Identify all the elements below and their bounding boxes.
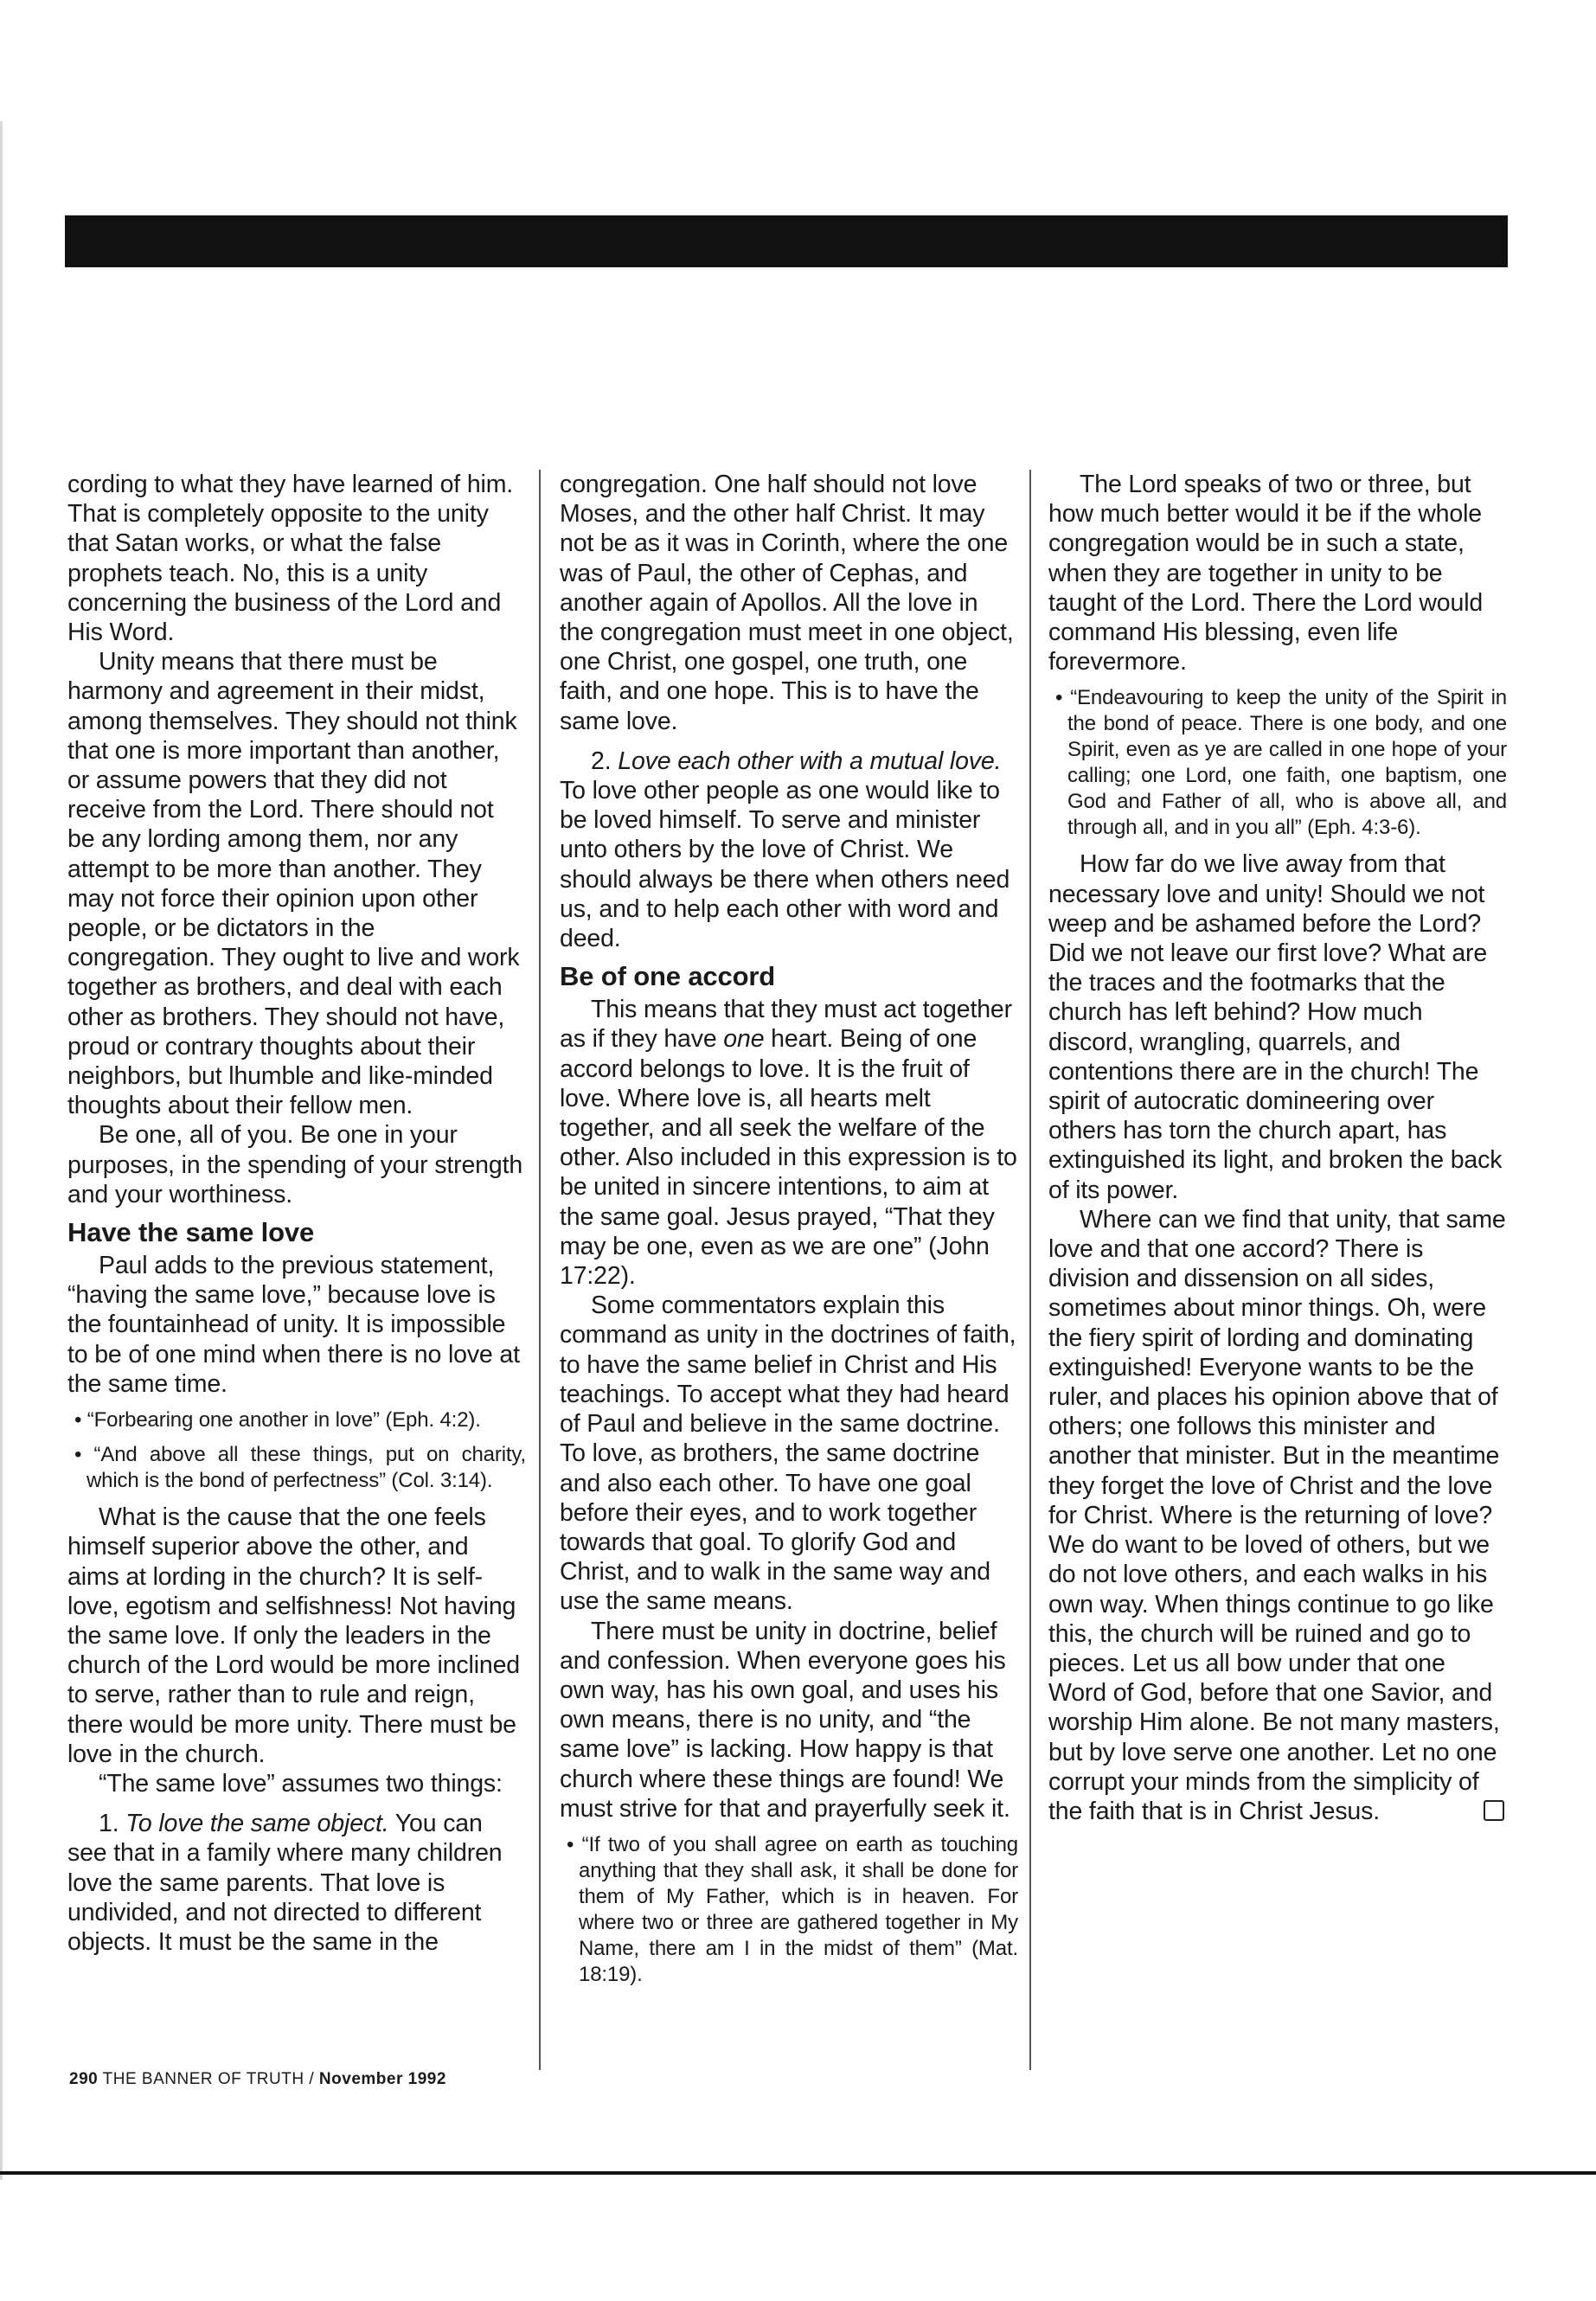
bottom-rule: [0, 2171, 1596, 2175]
paragraph-text: To love other people as one would like to be loved himself. To serve and minister unto others by the love of Christ. We should always be there when others need us, and to help each other with word and deed.: [560, 777, 1010, 953]
column-rule-1: [539, 470, 541, 2070]
paragraph-text: This means that they must act together as if they have: [560, 996, 1012, 1054]
col1-paragraph-5: What is the cause that the one feels himself superior above the other, and aims at lording in the church? It is self-love, egotism and selfishness! Not having the same love. If only the leaders in the church of the Lord would be more inclined to serve, rather than to rule and reign, there would be more unity. There must be love in the church.: [67, 1503, 520, 1768]
col1-paragraph-4: Paul adds to the previous statement, “having the same love,” because love is the fountainhead of unity. It is impossible to be of one mind when there is no love at the same time.: [67, 1252, 520, 1398]
list-number: 2.: [591, 747, 619, 775]
page-number: 290: [69, 2070, 99, 2088]
scripture-quote-mat-18-19: • “If two of you shall agree on earth as touching anything that they shall ask, it shall be done for them of My Father, which is in heaven. For where two or three are gathered together in My Name, there am I in the midst of them” (Mat. 18:19).: [567, 1832, 1018, 1986]
header-bar: [65, 215, 1508, 267]
col2-paragraph-4: Some commentators explain this command as unity in the doctrines of faith, to have the same belief in Christ and His teachings. To accept what they had heard of Paul and believe in the same doctrine. To love, as brothers, the same doctrine and also each other. To have one goal before their eyes, and to work together towards that goal. To glorify God and Christ, and to walk in the same way and use the same means.: [560, 1292, 1016, 1616]
column-3: [1048, 470, 1507, 1826]
col1-paragraph-7: [67, 1809, 526, 1957]
col1-paragraph-1: cording to what they have learned of him. That is completely opposite to the unity that Satan works, or what the false prophets teach. No, this is a unity concerning the business of the Lord and His Word.: [67, 471, 514, 647]
page-edge-shadow: [0, 121, 3, 2180]
column-rule-2: [1029, 470, 1031, 2070]
scripture-quote-eph-4-3: • “Endeavouring to keep the unity of the Spirit in the bond of peace. There is one body, and one Spirit, even as ye are called in one hope of your calling; one Lord, one faith, one baptism, one God and Father of all, who is above all, and through all, and in you all” (Eph. 4:3-6).: [1055, 686, 1507, 840]
paragraph-text: Where can we find that unity, that same love and that one accord? There is division and dissension on all sides, sometimes about minor things. Oh, were the fiery spirit of lording and dominating extinguished! Everyone wants to be the ruler, and places his opinion above that of others; one follows this minister and another that minister. But in the meantime they forget the love of Christ and the love for Christ. Where is the returning of love? We do want to be loved of others, but we do not love others, and each walks in his own way. When things continue to go like this, the church will be ruined and go to pieces. Let us all bow under that one Word of God, before that one Savior, and worship Him alone. Be not many masters, but by love serve one another. Let no one corrupt your minds from the simplicity of the faith that is in Christ Jesus.: [1048, 1205, 1506, 1825]
emphasis: Love each other with a mutual love.: [618, 747, 1002, 775]
section-heading-one-accord: Be of one accord: [560, 961, 776, 992]
col3-paragraph-1: The Lord speaks of two or three, but how much better would it be if the whole congregation would be in such a state, when they are together in unity to be taught of the Lord. There the Lord would command His blessing, even life forevermore.: [1048, 471, 1484, 676]
page-footer: [69, 2070, 446, 2089]
emphasis: one: [723, 1025, 765, 1054]
emphasis: To love the same object.: [125, 1810, 389, 1838]
paragraph-text: heart. Being of one accord belongs to love. It is the fruit of love. Where love is, all hearts melt together, and all seek the welfare of the other. Also included in this expression is to be united in sincere intentions, to aim at the same goal. Jesus prayed, “That they may be one, even as we are one” (John 17:22).: [560, 1025, 1017, 1291]
list-number: 1.: [99, 1810, 126, 1838]
scripture-quote-eph-4-2: • “Forbearing one another in love” (Eph. 4:2).: [74, 1408, 481, 1433]
col1-paragraph-3: Be one, all of you. Be one in your purposes, in the spending of your strength and your worthiness.: [67, 1121, 523, 1208]
col2-paragraph-2: [560, 747, 1018, 953]
column-2: [560, 470, 1018, 1997]
column-1: [67, 470, 526, 1957]
section-heading-same-love: Have the same love: [67, 1217, 315, 1248]
col2-paragraph-3: [560, 995, 1018, 1291]
col1-paragraph-2: Unity means that there must be harmony and agreement in their midst, among themselves. They should not think that one is more important than another, or assume powers that they did not receive from the Lord. There should not be any lording among them, nor any attempt to be more than another. They may not force their opinion upon other people, or be dictators in the congregation. They ought to live and work together as brothers, and deal with each other as brothers. They should not have, proud or contrary thoughts about their neighbors, but lhumble and like-minded thoughts about their fellow men.: [67, 648, 520, 1120]
col1-paragraph-6: “The same love” assumes two things:: [99, 1769, 503, 1798]
issue-date: November 1992: [318, 2070, 446, 2088]
end-of-article-box-icon: [1484, 1800, 1504, 1821]
col2-paragraph-1: congregation. One half should not love Moses, and the other half Christ. It may not be as it was in Corinth, where the one was of Paul, the other of Cephas, and another again of Apollos. All the love in the congregation must meet in one object, one Christ, one gospel, one truth, one faith, and one hope. This is to have the same love.: [560, 471, 1014, 735]
col3-paragraph-2: How far do we live away from that necessary love and unity! Should we not weep and be ashamed before the Lord? Did we not leave our first love? What are the traces and the footmarks that the church has left behind? How much discord, wrangling, quarrels, and contentions there are in the church! The spirit of autocratic domineering over others has torn the church apart, has extinguished its light, and broken the back of its power.: [1048, 850, 1503, 1204]
scripture-quote-col-3-14: • “And above all these things, put on charity, which is the bond of perfectness” (Col. 3:14).: [74, 1443, 526, 1493]
col2-paragraph-5: There must be unity in doctrine, belief and confession. When everyone goes his own way, has his own goal, and uses his own means, there is no unity, and “the same love” is lacking. How happy is that church where these things are found! We must strive for that and prayerfully seek it.: [560, 1617, 1010, 1823]
paragraph-text: You can see that in a family where many children love the same parents. That love is undivided, and not directed to different objects. It must be the same in the: [67, 1810, 503, 1956]
publication-title: THE BANNER OF TRUTH /: [102, 2070, 315, 2088]
col3-paragraph-3: [1048, 1205, 1507, 1826]
